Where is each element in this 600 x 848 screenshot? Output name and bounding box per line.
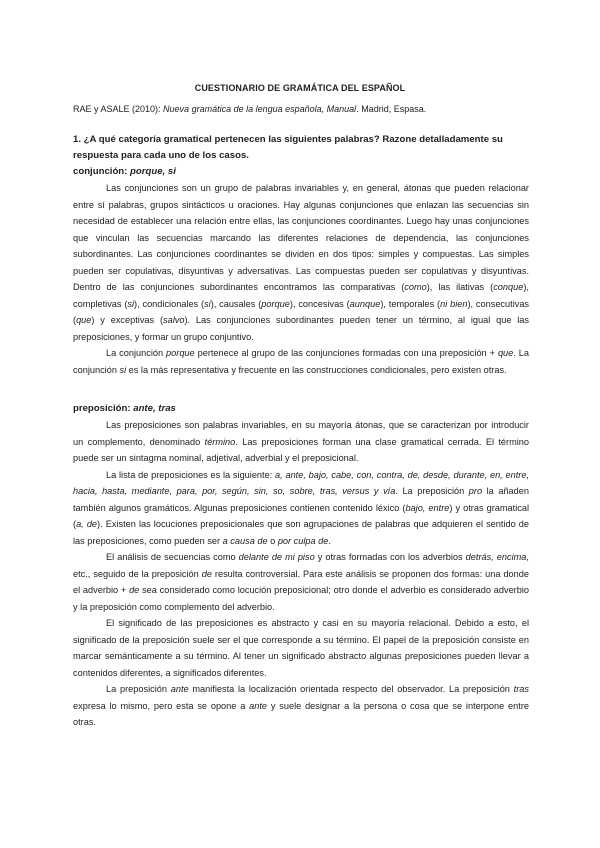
spacer (73, 378, 529, 401)
italic-text: término (204, 436, 236, 447)
italic-text: que (76, 315, 92, 325)
text: y otras formadas con los adverbios (314, 552, 466, 562)
italic-text: ante (249, 700, 268, 711)
text: o (267, 535, 278, 546)
text: ) y exceptivas ( (91, 315, 164, 325)
text: sea considerado como locución preposicional; otro donde el adverbio es considerado adverbio y la preposición como complemento del adverbio. (73, 585, 529, 612)
text: resulta controversial. Para este análisis se proponen dos formas: una donde el adverbio + (73, 568, 529, 595)
text: ), consecutivas ( (73, 298, 530, 325)
paragraph (73, 417, 529, 467)
text: la añaden también algunos gramáticos. Algunas preposiciones contienen contenido léxico ( (73, 486, 529, 513)
text: y suele designar a la persona o cosa que se interpone entre otras. (73, 700, 529, 727)
italic-text: si (204, 298, 211, 309)
italic-text: porque (166, 348, 195, 358)
section-heading-preposicion (73, 401, 529, 417)
text: . (328, 535, 331, 546)
document-body (73, 132, 529, 731)
bibliographic-reference (73, 101, 426, 118)
text: ), causales ( (210, 298, 262, 309)
italic-text: pro (468, 486, 483, 496)
text: , etc., seguido de la preposición (73, 552, 529, 579)
italic-text: porque (261, 298, 290, 309)
text: ), temporales ( (380, 298, 441, 309)
text: manifiesta la localización orientada respecto del observador. La preposición (188, 684, 514, 694)
text: . Las preposiciones forman una clase gramatical cerrada. El término puede ser un sintagma nominal, adjetival, adverbial y el preposicional. (73, 436, 530, 463)
section-label: conjunción: (73, 166, 131, 177)
italic-text: ante (170, 684, 189, 694)
text: pertenece al grupo de las conjunciones formadas con una preposición + (194, 348, 498, 358)
paragraph (73, 681, 529, 731)
text: Las conjunciones son un grupo de palabras invariables y, en general, átonas que pueden relacionar entre sí palabras, grupos sintácticos u oraciones. Hay algunas conjunciones que enlazan las secuencias sin necesidad de establecer una relación entre ellas, las conjunciones coordinantes. Luego hay unas conjunciones que vinculan las secuencias marcando las diferentes relaciones de dependencia, las conjunciones subordinantes. Las conjunciones coordinantes se dividen en dos tipos: simples y compuestas. Las simples pueden ser copulativas, disyuntivas y adversativas. Las compuestas pueden ser copulativas y disyuntivas. Dentro de las conjunciones subordinantes encontramos las comparativas ( (73, 183, 529, 292)
text: ), completivas ( (73, 282, 529, 309)
reference-authors: RAE y ASALE (2010): (73, 104, 164, 114)
text: es la más representativa y frecuente en las construcciones condicionales, pero existen otras. (126, 364, 507, 375)
text: La preposición (106, 684, 171, 694)
text: ). Existen las locuciones preposicionales que son agrupaciones de palabras que adquieren el sentido de las preposiciones, como pueden ser (73, 519, 530, 546)
text: ). Las conjunciones subordinantes pueden tener un término, al igual que las preposiciones, y formar un grupo conjuntivo. (73, 315, 529, 342)
text: expresa lo mismo, pero esta se opone a (73, 700, 250, 711)
italic-text: a, ante, bajo, cabe, con, contra, de, desde, durante, en, entre, hacia, hasta, mediante, para, por, según, sin, so, sobre, tras, versus y vía (73, 469, 529, 496)
text: La lista de preposiciones es la siguiente: (106, 469, 276, 480)
paragraph (73, 180, 529, 345)
italic-text: ni bien (440, 298, 468, 309)
italic-text: por culpa de (277, 535, 329, 546)
italic-text: si (127, 298, 135, 309)
text: ), concesivas ( (289, 298, 350, 309)
text: ) y otras gramatical ( (73, 502, 529, 529)
italic-text: de (129, 585, 140, 595)
italic-text: delante de mi piso (238, 552, 315, 562)
text: ), condicionales ( (134, 298, 205, 309)
paragraph (73, 549, 529, 615)
italic-text: salvo (163, 315, 185, 325)
paragraph: El significado de las preposiciones es abstracto y casi en su mayoría relacional. Debido a esto, el significado de la preposición suele ser el que corresponde a su término. El papel de la preposición consiste en marcar semánticamente a su término. Al tener un significado abstracto algunas preposiciones pueden llevar a contenidos diferentes, a significados diferentes. (73, 618, 529, 678)
italic-text: aunque (349, 298, 381, 309)
question-1: 1. ¿A qué categoría gramatical pertenecen las siguientes palabras? Razone detalladamente su respuesta para cada uno de los casos. (73, 134, 503, 161)
section-label: preposición: (73, 403, 134, 414)
italic-text: que (497, 348, 514, 358)
text: Las preposiciones son palabras invariables, en su mayoría átonas, que se caracterizan por introducir un complemento, denominado (73, 420, 529, 447)
section-words: ante, tras (133, 403, 176, 414)
italic-text: a causa de (222, 535, 268, 546)
italic-text: bajo, entre (405, 502, 450, 513)
italic-text: tras (513, 684, 529, 694)
document-title: CUESTIONARIO DE GRAMÁTICA DEL ESPAÑOL (194, 83, 406, 93)
text: La conjunción (106, 348, 167, 358)
section-words: porque, si (130, 166, 176, 177)
text: . La preposición (395, 486, 469, 496)
section-heading-conjuncion (73, 164, 529, 180)
italic-text: detrás, encima (465, 552, 527, 562)
italic-text: conque (493, 282, 524, 292)
paragraph (73, 467, 529, 550)
italic-text: como (404, 282, 427, 292)
reference-rest: . Madrid, Espasa. (356, 104, 427, 114)
text: El análisis de secuencias como (106, 552, 239, 562)
paragraph (73, 345, 529, 378)
italic-text: de (201, 568, 212, 579)
reference-work: Nueva gramática de la lengua española, Manual (163, 104, 357, 114)
text: ), las ilativas ( (426, 282, 494, 292)
text: . La conjunción (73, 348, 530, 375)
italic-text: a, de (76, 519, 98, 529)
italic-text: si (119, 364, 127, 375)
